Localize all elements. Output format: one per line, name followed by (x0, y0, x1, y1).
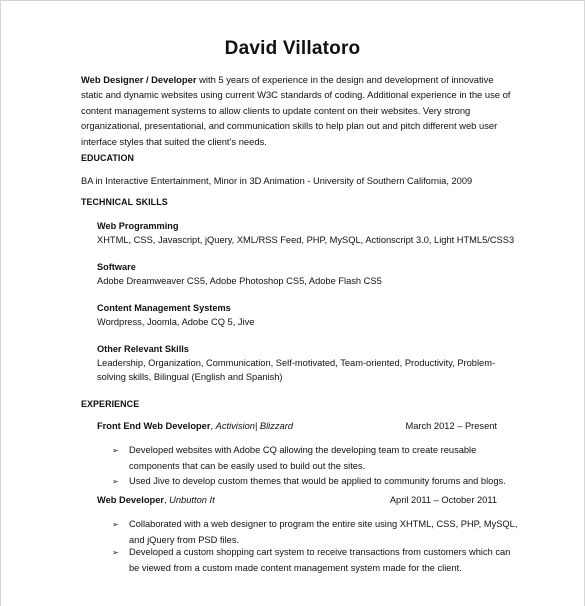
bullet-text: components that can be easily used to build out the sites. (129, 460, 366, 471)
job-title: Front End Web Developer (97, 421, 211, 431)
summary-line-1 (81, 72, 494, 87)
summary-title: Web Designer / Developer (81, 74, 197, 85)
job-company: Activision| Blizzard (215, 421, 293, 431)
arrow-bullet-icon: ➢ (112, 520, 119, 529)
education-detail: BA in Interactive Entertainment, Minor in 3D Animation - University of Southern California, 2009 (81, 176, 473, 186)
skill-group-title: Web Programming (97, 221, 179, 231)
summary-line-5: interface styles that suited the client’s needs. (81, 135, 267, 147)
skill-group-line: Wordpress, Joomla, Adobe CQ 5, Jive (97, 317, 255, 327)
bullet-text: Developed websites with Adobe CQ allowing the developing team to create reusable (129, 445, 477, 455)
arrow-bullet-icon: ➢ (112, 548, 119, 557)
technical-skills-heading: TECHNICAL SKILLS (81, 197, 168, 207)
skill-group-line: Leadership, Organization, Communication, Self-motivated, Team-oriented, Productivity, Problem- (97, 358, 496, 368)
bullet-text: and jQuery from PSD files. (129, 534, 240, 545)
job-dates: March 2012 – Present (405, 421, 497, 431)
skill-group-title: Software (97, 262, 136, 272)
job-title: Web Developer (97, 495, 164, 505)
summary-line-4: organizational, presentational, and communication skills to help plan out and pitch different web user (81, 120, 498, 132)
skill-group-line: solving skills, Bilingual (English and Spanish) (97, 372, 283, 382)
summary-line-3: content management systems to allow clients to update content on their websites. Very strong (81, 104, 471, 116)
arrow-bullet-icon: ➢ (112, 446, 119, 455)
bullet-text: Developed a custom shopping cart system to receive transactions from customers which can (129, 547, 511, 557)
job-separator: , (210, 421, 216, 431)
summary-line-2: static and dynamic websites using current W3C standards of coding. Additional experience in the use of (81, 89, 511, 101)
job-header (97, 421, 497, 431)
job-dates: April 2011 – October 2011 (389, 495, 497, 505)
bullet-text: Used Jive to develop custom themes that would be applied to community forums and blogs. (129, 476, 506, 486)
job-separator: , (164, 495, 170, 505)
education-heading: EDUCATION (81, 153, 134, 163)
bullet-text: be viewed from a custom made content management system made for the client. (129, 562, 462, 573)
skill-group-line: Adobe Dreamweaver CS5, Adobe Photoshop CS5, Adobe Flash CS5 (97, 276, 382, 286)
arrow-bullet-icon: ➢ (112, 477, 119, 486)
bullet-text: Collaborated with a web designer to program the entire site using XHTML, CSS, PHP, MySQL, (129, 519, 518, 529)
skill-group-line: XHTML, CSS, Javascript, jQuery, XML/RSS Feed, PHP, MySQL, Actionscript 3.0, Light HTML5/CSS3 (97, 235, 515, 245)
job-header (97, 495, 497, 505)
summary-line-1-text: with 5 years of experience in the design and development of innovative (196, 74, 494, 85)
candidate-name: David Villatoro (224, 38, 361, 59)
skill-group-title: Content Management Systems (97, 303, 231, 313)
job-company: Unbutton It (169, 495, 215, 505)
experience-heading: EXPERIENCE (81, 399, 140, 409)
skill-group-title: Other Relevant Skills (97, 344, 189, 354)
